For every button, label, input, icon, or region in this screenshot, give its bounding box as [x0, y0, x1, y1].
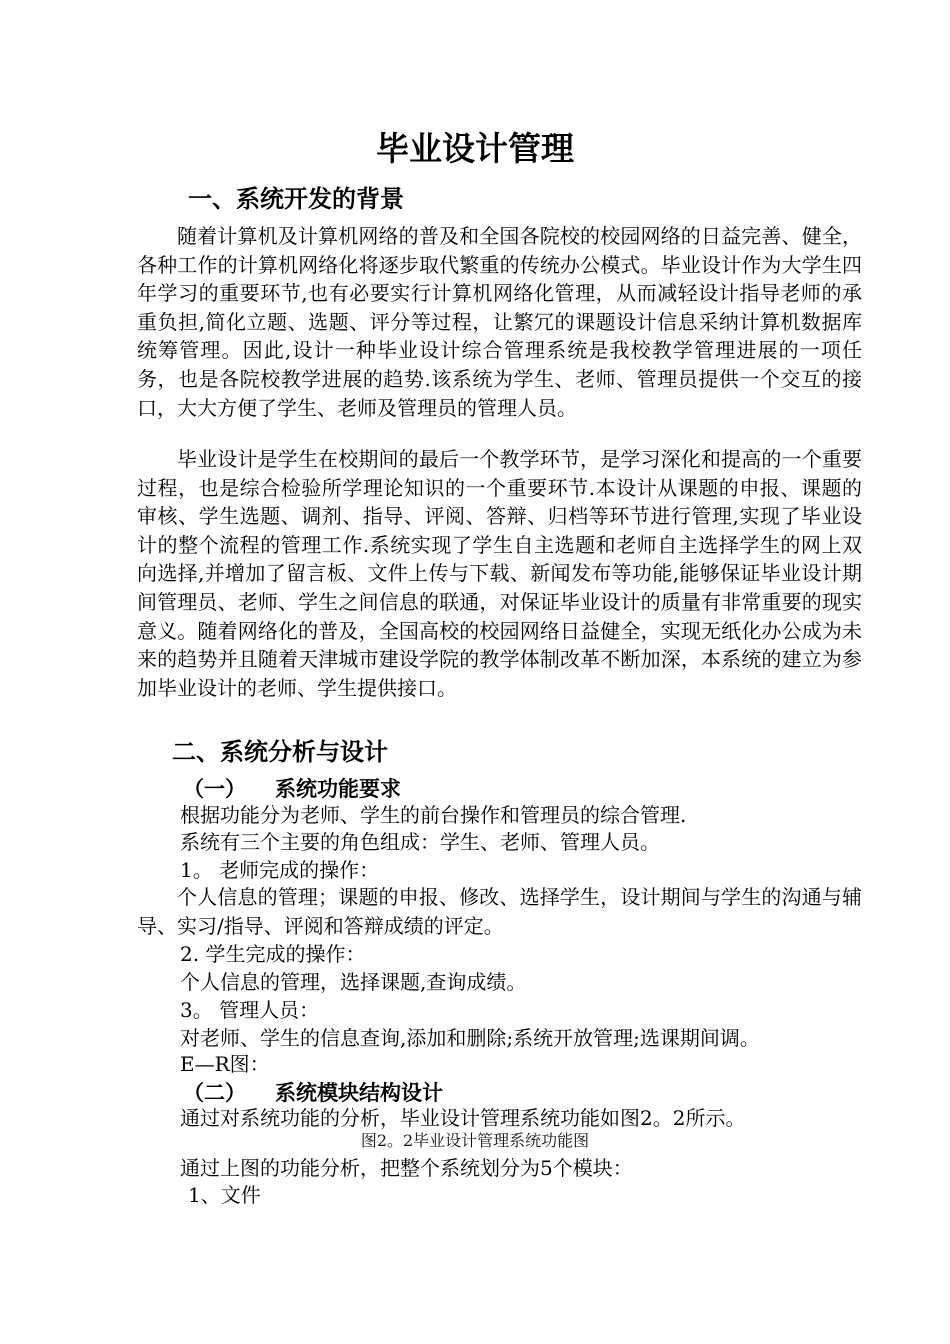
subsection-title: 系统模块结构设计	[275, 1081, 443, 1105]
section-heading-analysis: 二、系统分析与设计	[172, 738, 388, 766]
paragraph-background-2: 毕业设计是学生在校期间的最后一个教学环节，是学习深化和提高的一个重要过程，也是综合检验所学理论知识的一个重要环节.本设计从课题的申报、课题的审核、学生选题、调剂、指导、评阅、答辩、归档等环节进行管理,实现了毕业设计的整个流程的管理工作.系统实现了学生自主选题和老师自主选择学生的网上双向选择,并增加了留言板、文件上传与下载、新闻发布等功能,能够保证毕业设计期间管理员、老师、学生之间信息的联通，对保证毕业设计的质量有非常重要的现实意义。随着网络化的普及，全国高校的校园网络日益健全，实现无纸化办公成为未来的趋势并且随着天津城市建设学院的教学体制改革不断加深，本系统的建立为参加毕业设计的老师、学生提供接口。	[137, 447, 862, 700]
text-line: 个人信息的管理，选择课题,查询成绩。	[180, 970, 527, 994]
text-line: 1。 老师完成的操作：	[180, 858, 380, 882]
subsection-number: （二）	[183, 1081, 246, 1105]
text-line: 通过对系统功能的分析，毕业设计管理系统功能如图2。2所示。	[180, 1106, 746, 1130]
paragraph-background-1: 随着计算机及计算机网络的普及和全国各院校的校园网络的日益完善、健全，各种工作的计算机网络化将逐步取代繁重的传统办公模式。毕业设计作为大学生四年学习的重要环节,也有必要实行计算机网络化管理，从而减轻设计指导老师的承重负担,简化立题、选题、评分等过程，让繁冗的课题设计信息采纳计算机数据库统筹管理。因此,设计一种毕业设计综合管理系统是我校教学管理进展的一项任务，也是各院校教学进展的趋势.该系统为学生、老师、管理员提供一个交互的接口，大大方便了学生、老师及管理员的管理人员。	[137, 224, 862, 420]
subsection-heading-modules	[183, 1079, 443, 1107]
text-line: 根据功能分为老师、学生的前台操作和管理员的综合管理.	[180, 803, 687, 827]
text-line: 通过上图的功能分析，把整个系统划分为5个模块：	[180, 1156, 633, 1180]
subsection-number: （一）	[183, 777, 246, 801]
figure-caption: 图2。2毕业设计管理系统功能图	[360, 1131, 590, 1150]
document-title: 毕业设计管理	[376, 129, 574, 168]
subsection-title: 系统功能要求	[275, 777, 401, 801]
subsection-heading-function	[183, 775, 401, 803]
text-line: 1、文件	[188, 1183, 261, 1207]
text-line: 对老师、学生的信息查询,添加和删除;系统开放管理;选课期间调。	[180, 1026, 760, 1050]
text-line: 2. 学生完成的操作：	[180, 942, 366, 966]
text-line: E—R图：	[180, 1052, 270, 1076]
section-heading-background: 一、系统开发的背景	[188, 185, 404, 213]
text-line: 系统有三个主要的角色组成：学生、老师、管理人员。	[180, 830, 660, 854]
text-line: 3。 管理人员：	[180, 998, 320, 1022]
paragraph-teacher-operations: 个人信息的管理；课题的申报、修改、选择学生，设计期间与学生的沟通与辅导、实习/指导、评阅和答辩成绩的评定。	[137, 885, 862, 938]
